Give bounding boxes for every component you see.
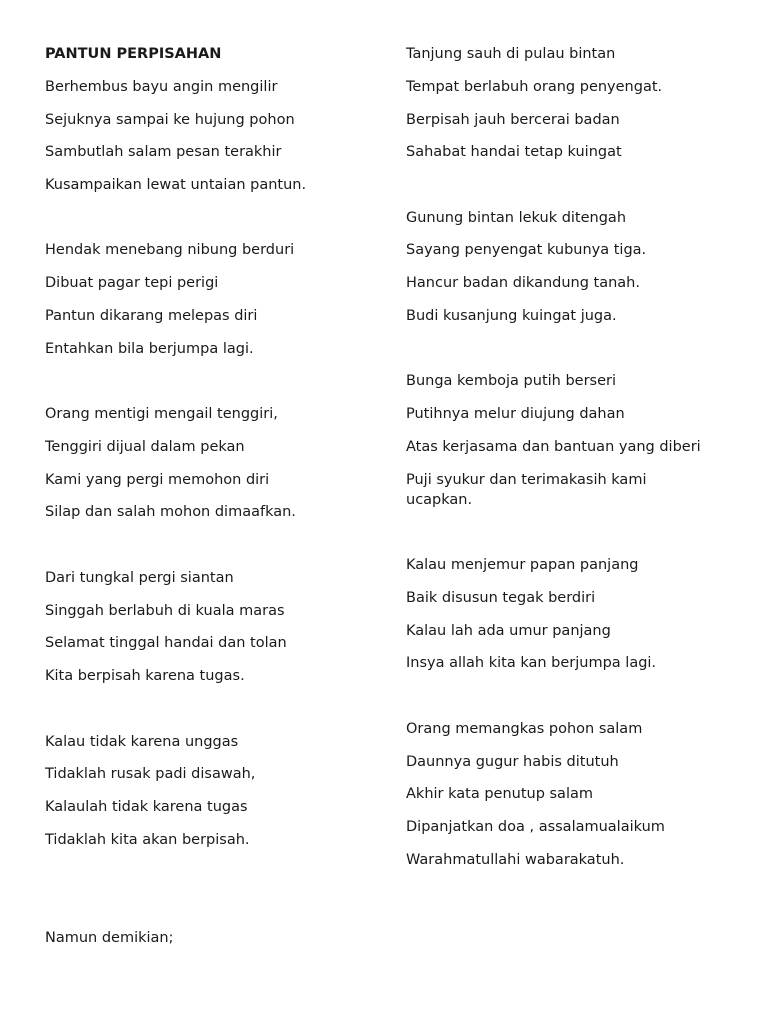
right-stanza5-line2: Daunnya gugur habis ditutuh [406, 754, 619, 770]
left-stanza1-line2: Sejuknya sampai ke hujung pohon [45, 112, 295, 128]
left-stanza4-line4: Kita berpisah karena tugas. [45, 668, 245, 684]
left-stanza2-line1: Hendak menebang nibung berduri [45, 242, 295, 258]
left-stanza4-line2: Singgah berlabuh di kuala maras [45, 603, 285, 619]
right-stanza4-line3: Kalau lah ada umur panjang [406, 623, 611, 639]
left-stanza5-line2: Tidaklah rusak padi disawah, [45, 766, 256, 782]
left-stanza3-line1: Orang mentigi mengail tenggiri, [45, 406, 278, 422]
right-stanza5-line3: Akhir kata penutup salam [406, 786, 593, 802]
right-stanza3-line4: Puji syukur dan terimakasih kami ucapkan. [406, 472, 647, 508]
left-stanza4-line1: Dari tungkal pergi siantan [45, 570, 234, 586]
right-stanza3-line1: Bunga kemboja putih berseri [406, 373, 617, 389]
left-stanza5-line3: Kalaulah tidak karena tugas [45, 799, 248, 815]
left-stanza4-line3: Selamat tinggal handai dan tolan [45, 635, 287, 651]
right-stanza4-line1: Kalau menjemur papan panjang [406, 557, 639, 573]
right-stanza3-line3: Atas kerjasama dan bantuan yang diberi [406, 439, 701, 455]
left-stanza1-line4: Kusampaikan lewat untaian pantun. [45, 177, 307, 193]
right-stanza2-line3: Hancur badan dikandung tanah. [406, 275, 640, 291]
closing-line: Namun demikian; [45, 930, 174, 946]
right-stanza2-line4: Budi kusanjung kuingat juga. [406, 308, 617, 324]
right-stanza1-line1: Tanjung sauh di pulau bintan [406, 46, 616, 62]
right-stanza4-line2: Baik disusun tegak berdiri [406, 590, 596, 606]
document-title: PANTUN PERPISAHAN [45, 46, 222, 62]
left-stanza3-line4: Silap dan salah mohon dimaafkan. [45, 504, 296, 520]
left-stanza1-line1: Berhembus bayu angin mengilir [45, 79, 278, 95]
right-stanza2-line2: Sayang penyengat kubunya tiga. [406, 242, 647, 258]
right-stanza1-line4: Sahabat handai tetap kuingat [406, 144, 622, 160]
right-stanza5-line4: Dipanjatkan doa , assalamualaikum [406, 819, 665, 835]
left-stanza1-line3: Sambutlah salam pesan terakhir [45, 144, 282, 160]
right-stanza4-line4: Insya allah kita kan berjumpa lagi. [406, 655, 657, 671]
left-stanza3-line3: Kami yang pergi memohon diri [45, 472, 270, 488]
left-stanza5-line4: Tidaklah kita akan berpisah. [45, 832, 250, 848]
left-stanza3-line2: Tenggiri dijual dalam pekan [45, 439, 245, 455]
left-stanza2-line2: Dibuat pagar tepi perigi [45, 275, 219, 291]
right-stanza5-line5: Warahmatullahi wabarakatuh. [406, 852, 625, 868]
left-stanza2-line3: Pantun dikarang melepas diri [45, 308, 258, 324]
left-stanza5-line1: Kalau tidak karena unggas [45, 734, 239, 750]
left-stanza2-line4: Entahkan bila berjumpa lagi. [45, 341, 254, 357]
right-stanza2-line1: Gunung bintan lekuk ditengah [406, 210, 627, 226]
right-stanza3-line2: Putihnya melur diujung dahan [406, 406, 625, 422]
right-stanza1-line2: Tempat berlabuh orang penyengat. [406, 79, 663, 95]
right-stanza1-line3: Berpisah jauh bercerai badan [406, 112, 620, 128]
right-stanza5-line1: Orang memangkas pohon salam [406, 721, 643, 737]
